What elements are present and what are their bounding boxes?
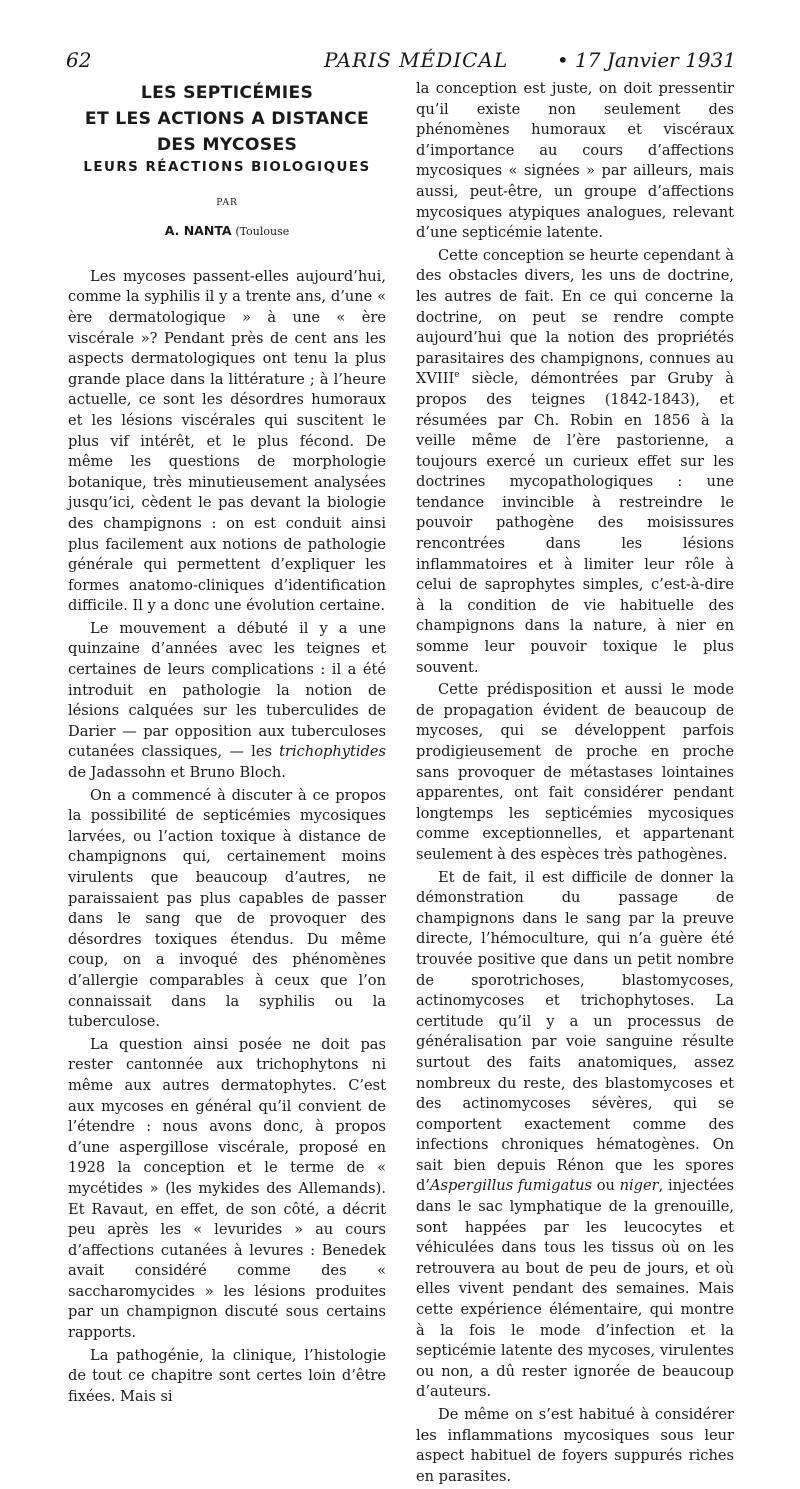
right-paragraph-1: la conception est juste, on doit pressentir qu’il existe non seulement des phénomènes humoraux et viscéraux d’importance au cours d’affections mycosiques « signées » par ailleurs, mais aussi, peut-être, un groupe d’affections mycosiques atypiques analogues, relevant d’une septicémie latente.: [416, 80, 734, 242]
right-paragraph-2-tail: siècle, démontrées par Gruby à propos des teignes (1842-1843), et résumées par Ch. Robin en 1856 à la veille même de l’ère pastorienne, a toujours exercé un curieux effet sur les doctrines mycopathologiques : une tendance invincible à restreindre le pouvoir pathogène des moisissures rencontrées dans les lésions inflammatoires et à limiter leur rôle à celui de saprophytes simples, c’est-à-dire à la condition de vie habituelle des champignons dans la nature, à nier en somme leur pouvoir toxique le plus souvent.: [416, 370, 734, 676]
left-paragraph-3: On a commencé à discuter à ce propos la possibilité de septicémies mycosiques larvées, ou l’action toxique à distance de champignons qui, certainement moins virulents que beaucoup d’autres, ne paraissaient pas plus capables de passer dans le sang que de provoquer des désordres toxiques étendus. Du même coup, on a invoqué des phénomènes d’allergie comparables à ceux que l’on connaissait dans la syphilis ou la tuberculose.: [68, 786, 386, 1031]
left-paragraph-2-italic: trichophytides: [279, 743, 386, 761]
right-paragraph-2: [416, 246, 734, 678]
right-paragraph-2-text: Cette conception se heurte cependant à des obstacles divers, les uns de doctrine, les autres de fait. En ce qui concerne la doctrine, on peut se rendre compte aujourd’hui que la notion des propriétés parasitaires des champignons, connues au: [416, 246, 734, 367]
issue-date: • 17 Janvier 1931: [556, 48, 736, 72]
left-paragraph-2-text: Le mouvement a débuté il y a une quinzaine d’années avec les teignes et certaines de leurs complications : il a été introduit en pathologie la notion de lésions calquées sur les tuberculides de Darier — par opposition aux tuberculoses cutanées classiques, — les: [68, 619, 386, 761]
right-paragraph-4-italic-1: Aspergillus fumigatus: [429, 1177, 592, 1195]
byline-par: PAR: [216, 197, 238, 208]
right-paragraph-5: De même on s’est habitué à considérer les inflammations mycosiques sous leur aspect habituel de foyers suppurés riches en parasites.: [416, 1406, 734, 1485]
article-title-line-1: LES SEPTICÉMIES: [140, 83, 314, 103]
left-paragraph-4: La question ainsi posée ne doit pas rester cantonnée aux trichophytons ni même aux autres dermatophytes. C’est aux mycoses en général qu’il convient de l’étendre : nous avons donc, à propos d’une aspergillose viscérale, proposé en 1928 la conception et le terme de « mycétides » (les mykides des Allemands). Et Ravaut, en effet, de son côté, a décrit peu après les « levurides » au cours d’affections cutanées à levures : Benedek avait considéré comme des « saccharomycides » les lésions produites par un champignon discuté sous certains rapports.: [68, 1035, 386, 1342]
page-number: 62: [66, 48, 92, 72]
journal-title: PARIS MÉDICAL: [324, 48, 509, 72]
article-title-line-3: DES MYCOSES: [156, 135, 298, 155]
left-column: [68, 78, 386, 1409]
right-paragraph-4-italic-2: niger: [619, 1177, 659, 1195]
century-numeral: XVIII: [416, 370, 455, 388]
century-suffix: e: [454, 370, 460, 381]
right-column: [416, 79, 734, 1489]
right-paragraph-4-tail: , injectées dans le sac lymphatique de la grenouille, sont happées par les leucocytes et véhiculées dans tous les tissus où on les retrouvera au bout de peu de jours, et où elles vivent pendant des semaines. Mais cette expérience élémentaire, qui montre à la fois le mode d’infection et la septicémie latente des mycoses, virulentes ou non, a dû rester ignorée de beaucoup d’auteurs.: [416, 1177, 734, 1401]
article-title-line-2: ET LES ACTIONS A DISTANCE: [84, 109, 370, 129]
right-paragraph-4-text: Et de fait, il est difficile de donner la démonstration du passage de champignons dans le sang par la preuve directe, l’hémoculture, qui n’a guère été trouvée positive que dans un petit nombre de sporotrichoses, blastomycoses, actinomycoses et trichophytoses. La certitude qu’il y a un processus de généralisation par voie sanguine résulte surtout des faits anatomiques, assez nombreux du reste, des blastomycoses et des actinomycoses sévères, qui se comportent exactement comme des infections chroniques hématogènes. On sait bien depuis Rénon que les spores d’: [416, 868, 734, 1195]
author-place: (Toulouse: [235, 225, 290, 239]
article-subtitle: LEURS RÉACTIONS BIOLOGIQUES: [83, 160, 371, 175]
left-paragraph-5: La pathogénie, la clinique, l’histologie de tout ce chapitre sont certes loin d’être fixées. Mais si: [68, 1346, 386, 1405]
left-paragraph-1: Les mycoses passent-elles aujourd’hui, comme la syphilis il y a trente ans, d’une « ère dermatologique » à une « ère viscérale »? Pendant près de cent ans les aspects dermatologiques ont tenu la plus grande place dans la littérature ; à l’heure actuelle, ce sont les désordres humoraux et les lésions viscérales qui suscitent le plus vif intérêt, et le plus fécond. De même les questions de morphologie botanique, très minutieusement analysées jusqu’ici, cèdent le pas devant la biologie des champignons : on est conduit ainsi plus facilement aux notions de pathologie générale qui permettent d’expliquer les formes anatomo-cliniques d’identification difficile. Il y a donc une évolution certaine.: [68, 267, 386, 615]
running-header: [66, 48, 736, 78]
right-paragraph-3: Cette prédisposition et aussi le mode de propagation évident de beaucoup de mycoses, qui se développent parfois prodigieusement de proche en proche sans provoquer de métastases lointaines apparentes, ont fait considérer pendant longtemps les septicémies mycosiques comme exceptionnelles, et appartenant seulement à des espèces très pathogènes.: [416, 681, 734, 863]
right-paragraph-4-mid: ou: [592, 1177, 620, 1195]
left-paragraph-2: [68, 619, 386, 784]
article-title-block: [68, 82, 386, 243]
left-paragraph-2-tail: de Jadassohn et Bruno Bloch.: [68, 764, 286, 782]
byline: [68, 221, 386, 243]
right-paragraph-4: [416, 868, 734, 1403]
author-name: A. NANTA: [164, 223, 232, 239]
